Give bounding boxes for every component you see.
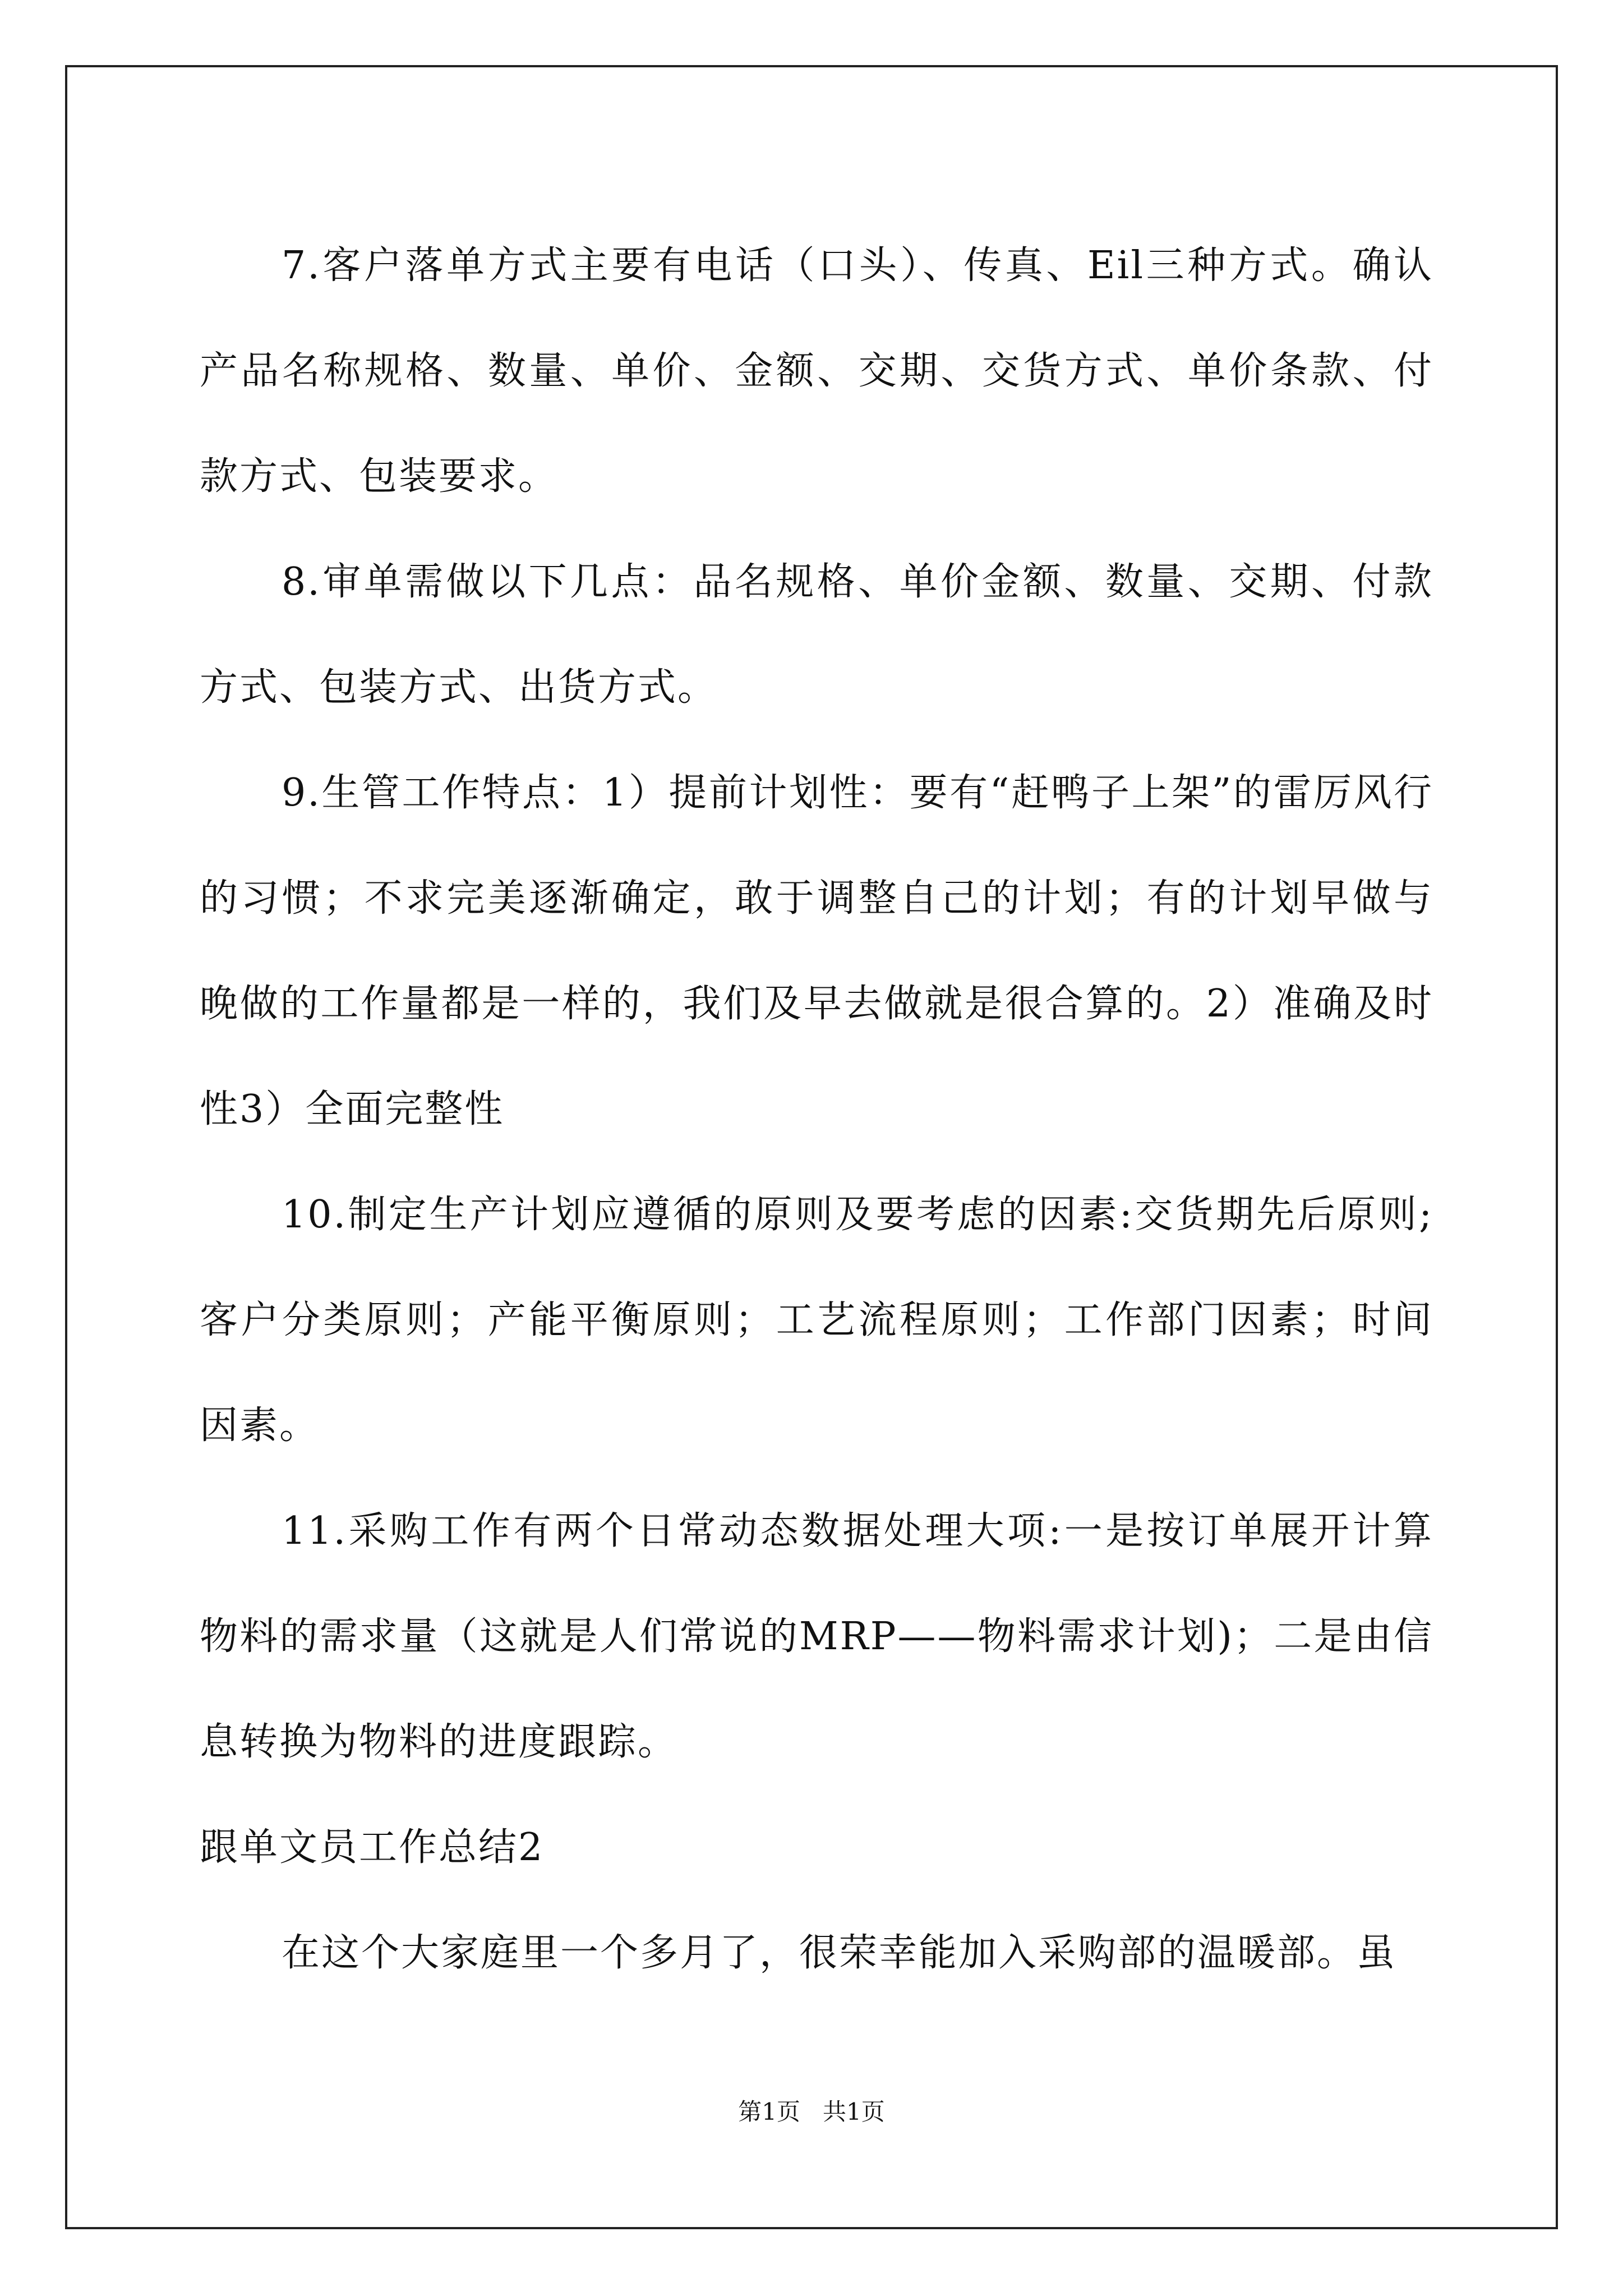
document-body: [200, 213, 1433, 2006]
paragraph-9: 9.生管工作特点：1）提前计划性：要有“赶鸭子上架”的雷厉风行的习惯；不求完美逐渐确定，敢于调整自己的计划；有的计划早做与晚做的工作量都是一样的，我们及早去做就是很合算的。2）准确及时性3）全面完整性: [200, 771, 1433, 1131]
paragraph-7: 7.客户落单方式主要有电话（口头）、传真、Eil三种方式。确认产品名称规格、数量、单价、金额、交期、交货方式、单价条款、付款方式、包装要求。: [200, 243, 1433, 499]
section-heading: 跟单文员工作总结2: [200, 1825, 545, 1870]
paragraph-intro: 在这个大家庭里一个多月了，很荣幸能加入采购部的温暖部。虽: [282, 1931, 1397, 1975]
page-footer: [0, 2095, 1623, 2129]
paragraph-8: 8.审单需做以下几点：品名规格、单价金额、数量、交期、付款方式、包装方式、出货方式。: [200, 560, 1433, 710]
paragraph-10: 10.制定生产计划应遵循的原则及要考虑的因素:交货期先后原则;客户分类原则；产能平衡原则；工艺流程原则；工作部门因素；时间因素。: [200, 1193, 1433, 1448]
paragraph-11: 11.采购工作有两个日常动态数据处理大项:一是按订单展开计算物料的需求量（这就是人们常说的MRP——物料需求计划)；二是由信息转换为物料的进度跟踪。: [200, 1509, 1433, 1764]
page-number: 第1页: [738, 2098, 800, 2125]
page-total: 共1页: [823, 2098, 885, 2125]
